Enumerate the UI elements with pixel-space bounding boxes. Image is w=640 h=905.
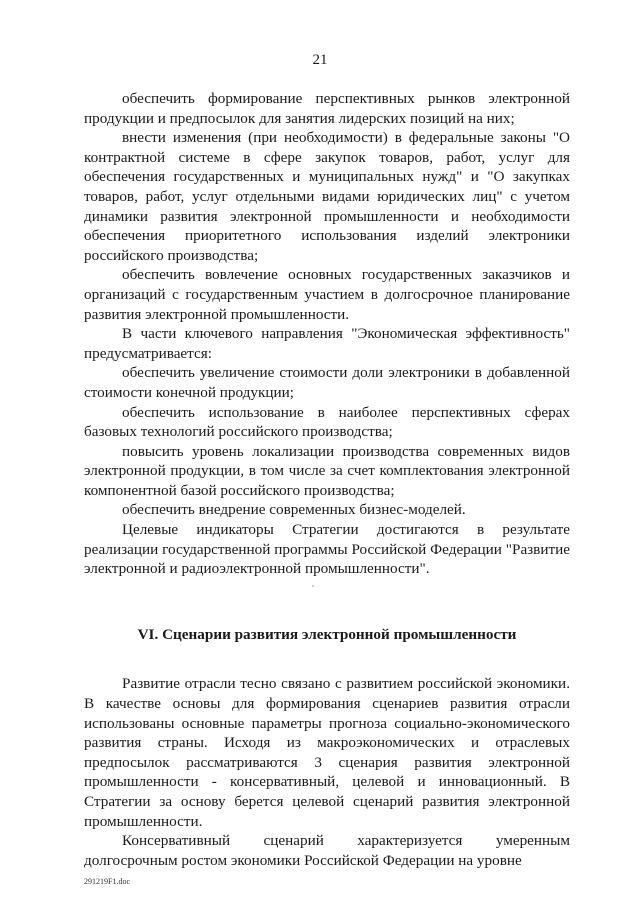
paragraph: обеспечить внедрение современных бизнес-моделей. — [122, 501, 466, 519]
paragraph: Целевые индикаторы Стратегии достигаются в результате реализации государственной программы Российской Федерации "Развитие электронной и радиоэлектронной промышленности". — [84, 521, 570, 578]
document-body — [84, 89, 570, 870]
paragraph: обеспечить формирование перспективных рынков электронной продукции и предпосылок для занятия лидерских позиций на них; — [84, 90, 570, 127]
paragraph: В части ключевого направления "Экономическая эффективность" предусматривается: — [84, 325, 570, 362]
paragraph: обеспечить вовлечение основных государственных заказчиков и организаций с государственным участием в долгосрочное планирование развития электронной промышленности. — [84, 266, 570, 323]
section-heading: VI. Сценарии развития электронной промышленности — [137, 625, 517, 643]
paragraph: Развитие отрасли тесно связано с развитием российской экономики. В качестве основы для формирования сценариев развития отрасли использованы основные параметры прогноза социально-экономического развития страны. Исходя из макроэкономических и отраслевых предпосылок рассматриваются 3 сценария развития электронной промышленности - консервативный, целевой и инновационный. В Стратегии за основу берется целевой сценарий развития электронной промышленности. — [84, 675, 570, 830]
paragraph: обеспечить использование в наиболее перспективных сферах базовых технологий российского производства; — [84, 403, 570, 441]
paragraph: внести изменения (при необходимости) в федеральные законы "О контрактной системе в сфере закупок товаров, работ, услуг для обеспечения государственных и муниципальных нужд" и "О закупках товаров, работ, услуг отдельными видами юридических лиц" с учетом динамики развития электронной промышленности и необходимости обеспечения приоритетного использования изделий электроники российского производства; — [84, 129, 570, 264]
paragraph: Консервативный сценарий характеризуется умеренным долгосрочным ростом экономики Российской Федерации на уровне — [84, 832, 570, 869]
page-number: 21 — [312, 52, 328, 68]
paragraph: повысить уровень локализации производства современных видов электронной продукции, в том числе за счет комплектования электронной компонентной базой российского производства; — [84, 442, 570, 499]
scan-speck — [312, 585, 314, 587]
paragraph: обеспечить увеличение стоимости доли электроники в добавленной стоимости конечной продукции; — [84, 364, 570, 401]
footer-file-code: 291219F1.doc — [84, 877, 130, 886]
